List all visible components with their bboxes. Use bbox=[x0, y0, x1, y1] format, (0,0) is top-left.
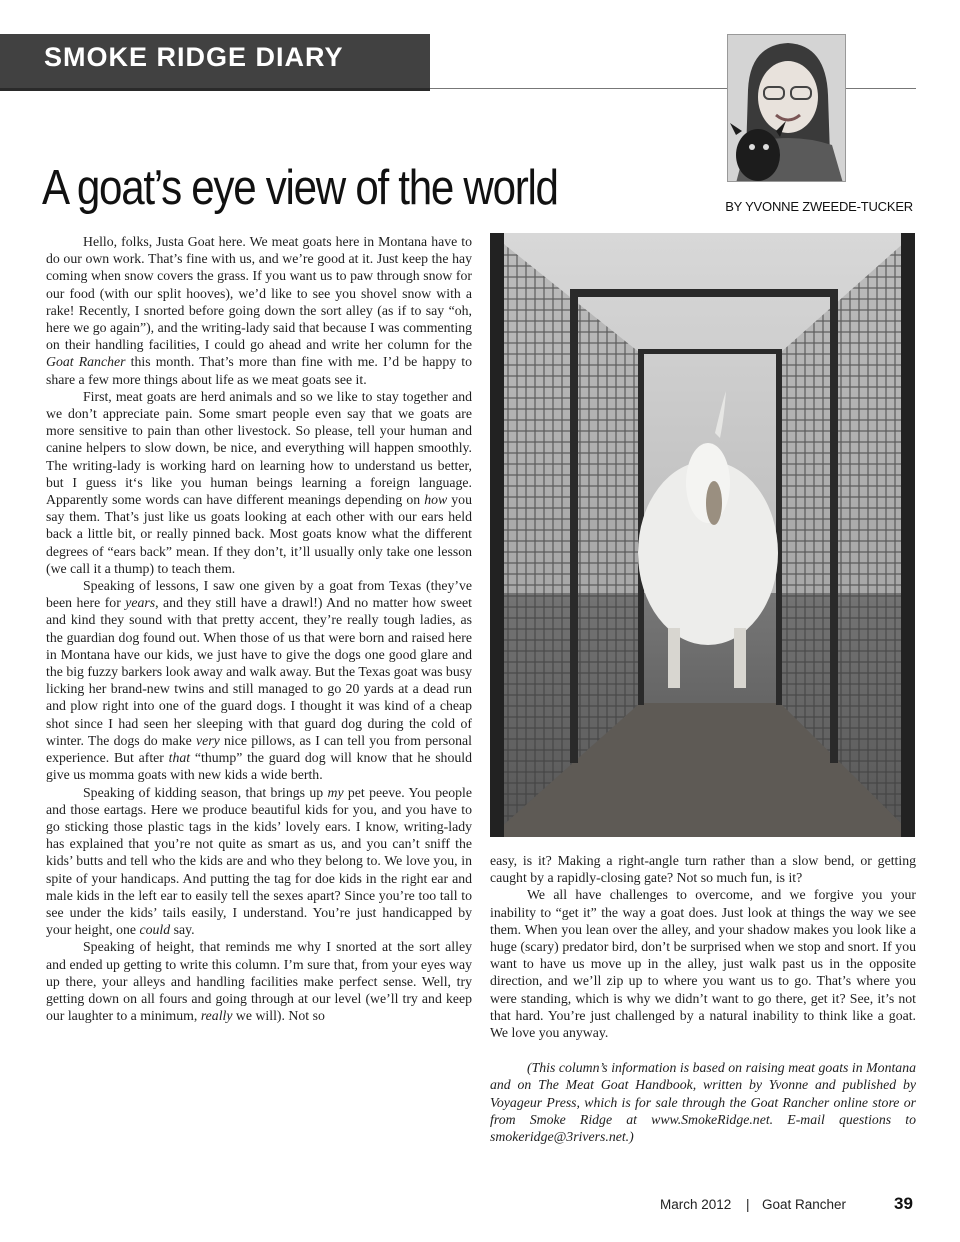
page-number: 39 bbox=[894, 1194, 913, 1213]
paragraph: Speaking of kidding season, that brings up my pet peeve. You people and those eartags. Here we produce beautiful kids for you, and you have to go sticking those plastic tags in the kids’ lovely ears. I know, writing-lady has explained that you’re not quite as smart as us, and you can’t sniff the kids’ butts and tell who the kids are and who they belong to. We love you, in spite of your handicaps. And putting the tag for doe kids in the right ear and male kids in the left ear to easily tell the sexes apart? Since you’re too tall to see under the kids’ tails easily, I understand. You’re just handicapped by your height, one could say. bbox=[46, 784, 472, 938]
footer-magazine: Goat Rancher bbox=[762, 1197, 847, 1212]
section-banner bbox=[0, 34, 430, 91]
section-title: SMOKE RIDGE DIARY bbox=[44, 42, 344, 72]
article-title: A goat’s eye view of the world bbox=[42, 161, 558, 215]
paragraph: Speaking of height, that reminds me why I snorted at the sort alley and ended up getting to write this column. I’m sure that, from your eyes way up there, your alleys and handling facilities make perfect sense. Well, try getting down on all fours and going through at our level (we’ll try and keep our laughter to a minimum, really we will). Not so bbox=[46, 939, 472, 1024]
byline: BY YVONNE ZWEEDE-TUCKER bbox=[725, 199, 913, 214]
paragraph: Hello, folks, Justa Goat here. We meat goats here in Montana have to do our own work. That’s fine with us, and we’re good at it. Just keep the hay coming when snow covers the grass. If you want us to paw through snow for our food (with our split hooves), we’d like to see you shovel snow with a rake! Recently, I snorted before going down the sort alley (as if to say “oh, here we go again”), and the writing-lady said that because I was commenting on their handling facilities, I could go ahead and write her column for the Goat Rancher this month. That’s more than fine with me. I’d be happy to share a few more things about life as we meat goats see it. bbox=[46, 234, 472, 387]
author-note: (This column’s information is based on raising meat goats in Montana and on The Meat Goat Handbook, written by Yvonne and published by Voyageur Press, which is for sale through the Goat Rancher online store or from Smoke Ridge at www.SmokeRidge.net. E-mail questions to smokeridge@3rivers.net.) bbox=[490, 1060, 916, 1145]
paragraph: First, meat goats are herd animals and so we like to stay together and we don’t appreciate pain. Some smart people even say that we goats are more sensitive to pain than other livestock. So please, tell your human and canine helpers to slow down, be nice, and everything will happen smoothly. The writing-lady is working hard on learning how to understand us better, but I guess it‘s like you human beings learning a foreign language. Apparently some words can have different meanings depending on how you say them. That’s just like us goats looking at each other with our ears held back a little bit, or really pinned back. Most goats know what the different degrees of “ears back” mean. If they don’t, it’ll usually only take one lesson (we call it a thump) to teach them. bbox=[46, 388, 472, 576]
goat-alley-photo bbox=[490, 233, 915, 837]
paragraph-continued: easy, is it? Making a right-angle turn rather than a slow bend, or getting caught by a rapidly-closing gate? Not so much fun, is it? bbox=[490, 853, 916, 886]
footer-separator: | bbox=[746, 1197, 750, 1212]
author-portrait-image bbox=[728, 35, 846, 182]
article-column-right bbox=[490, 852, 916, 1145]
footer-date: March 2012 bbox=[660, 1197, 732, 1212]
paragraph: We all have challenges to overcome, and we forgive you your inability to “get it” the way a goat does. Just look at things the way we see them. When you lean over the alley, and your shadow makes you look like a huge (scary) predator bird, don’t be surprised when we stop and snort. If you want to have us move up in the alley, just walk past us in the opposite direction, and we’ll zip up to where you want us to go. That’s where you were standing, which is why we didn’t want to go there, get it? See, it’s not that hard. You’re just challenged by a natural inability to think like a goat. We love you anyway. bbox=[490, 887, 916, 1041]
goat-alley-photo-image bbox=[490, 233, 915, 837]
author-portrait bbox=[727, 34, 846, 182]
paragraph: Speaking of lessons, I saw one given by a goat from Texas (they’ve been here for years, and they still have a drawl!) And no matter how sweet and kind they sound with that pretty accent, they’re really tough ladies, as the guardian dog found out. When those of us that were born and raised here in Montana have our kids, we just have to give the dogs one good glare and the big fuzzy barkers look away and walk away. But the Texas goat was busy licking her brand-new twins and still managed to go 20 yards at a dead run and plow right into one of the guard dogs. I thought it was kind of a cheap shot since I had seen her sleeping with that guard dog during the cold of winter. The dogs do make very nice pillows, as I can tell you from personal experience. But after that “thump” the guard dog will know that he should give us momma goats with new kids a wide berth. bbox=[46, 578, 472, 783]
article-column-left bbox=[46, 233, 472, 1024]
